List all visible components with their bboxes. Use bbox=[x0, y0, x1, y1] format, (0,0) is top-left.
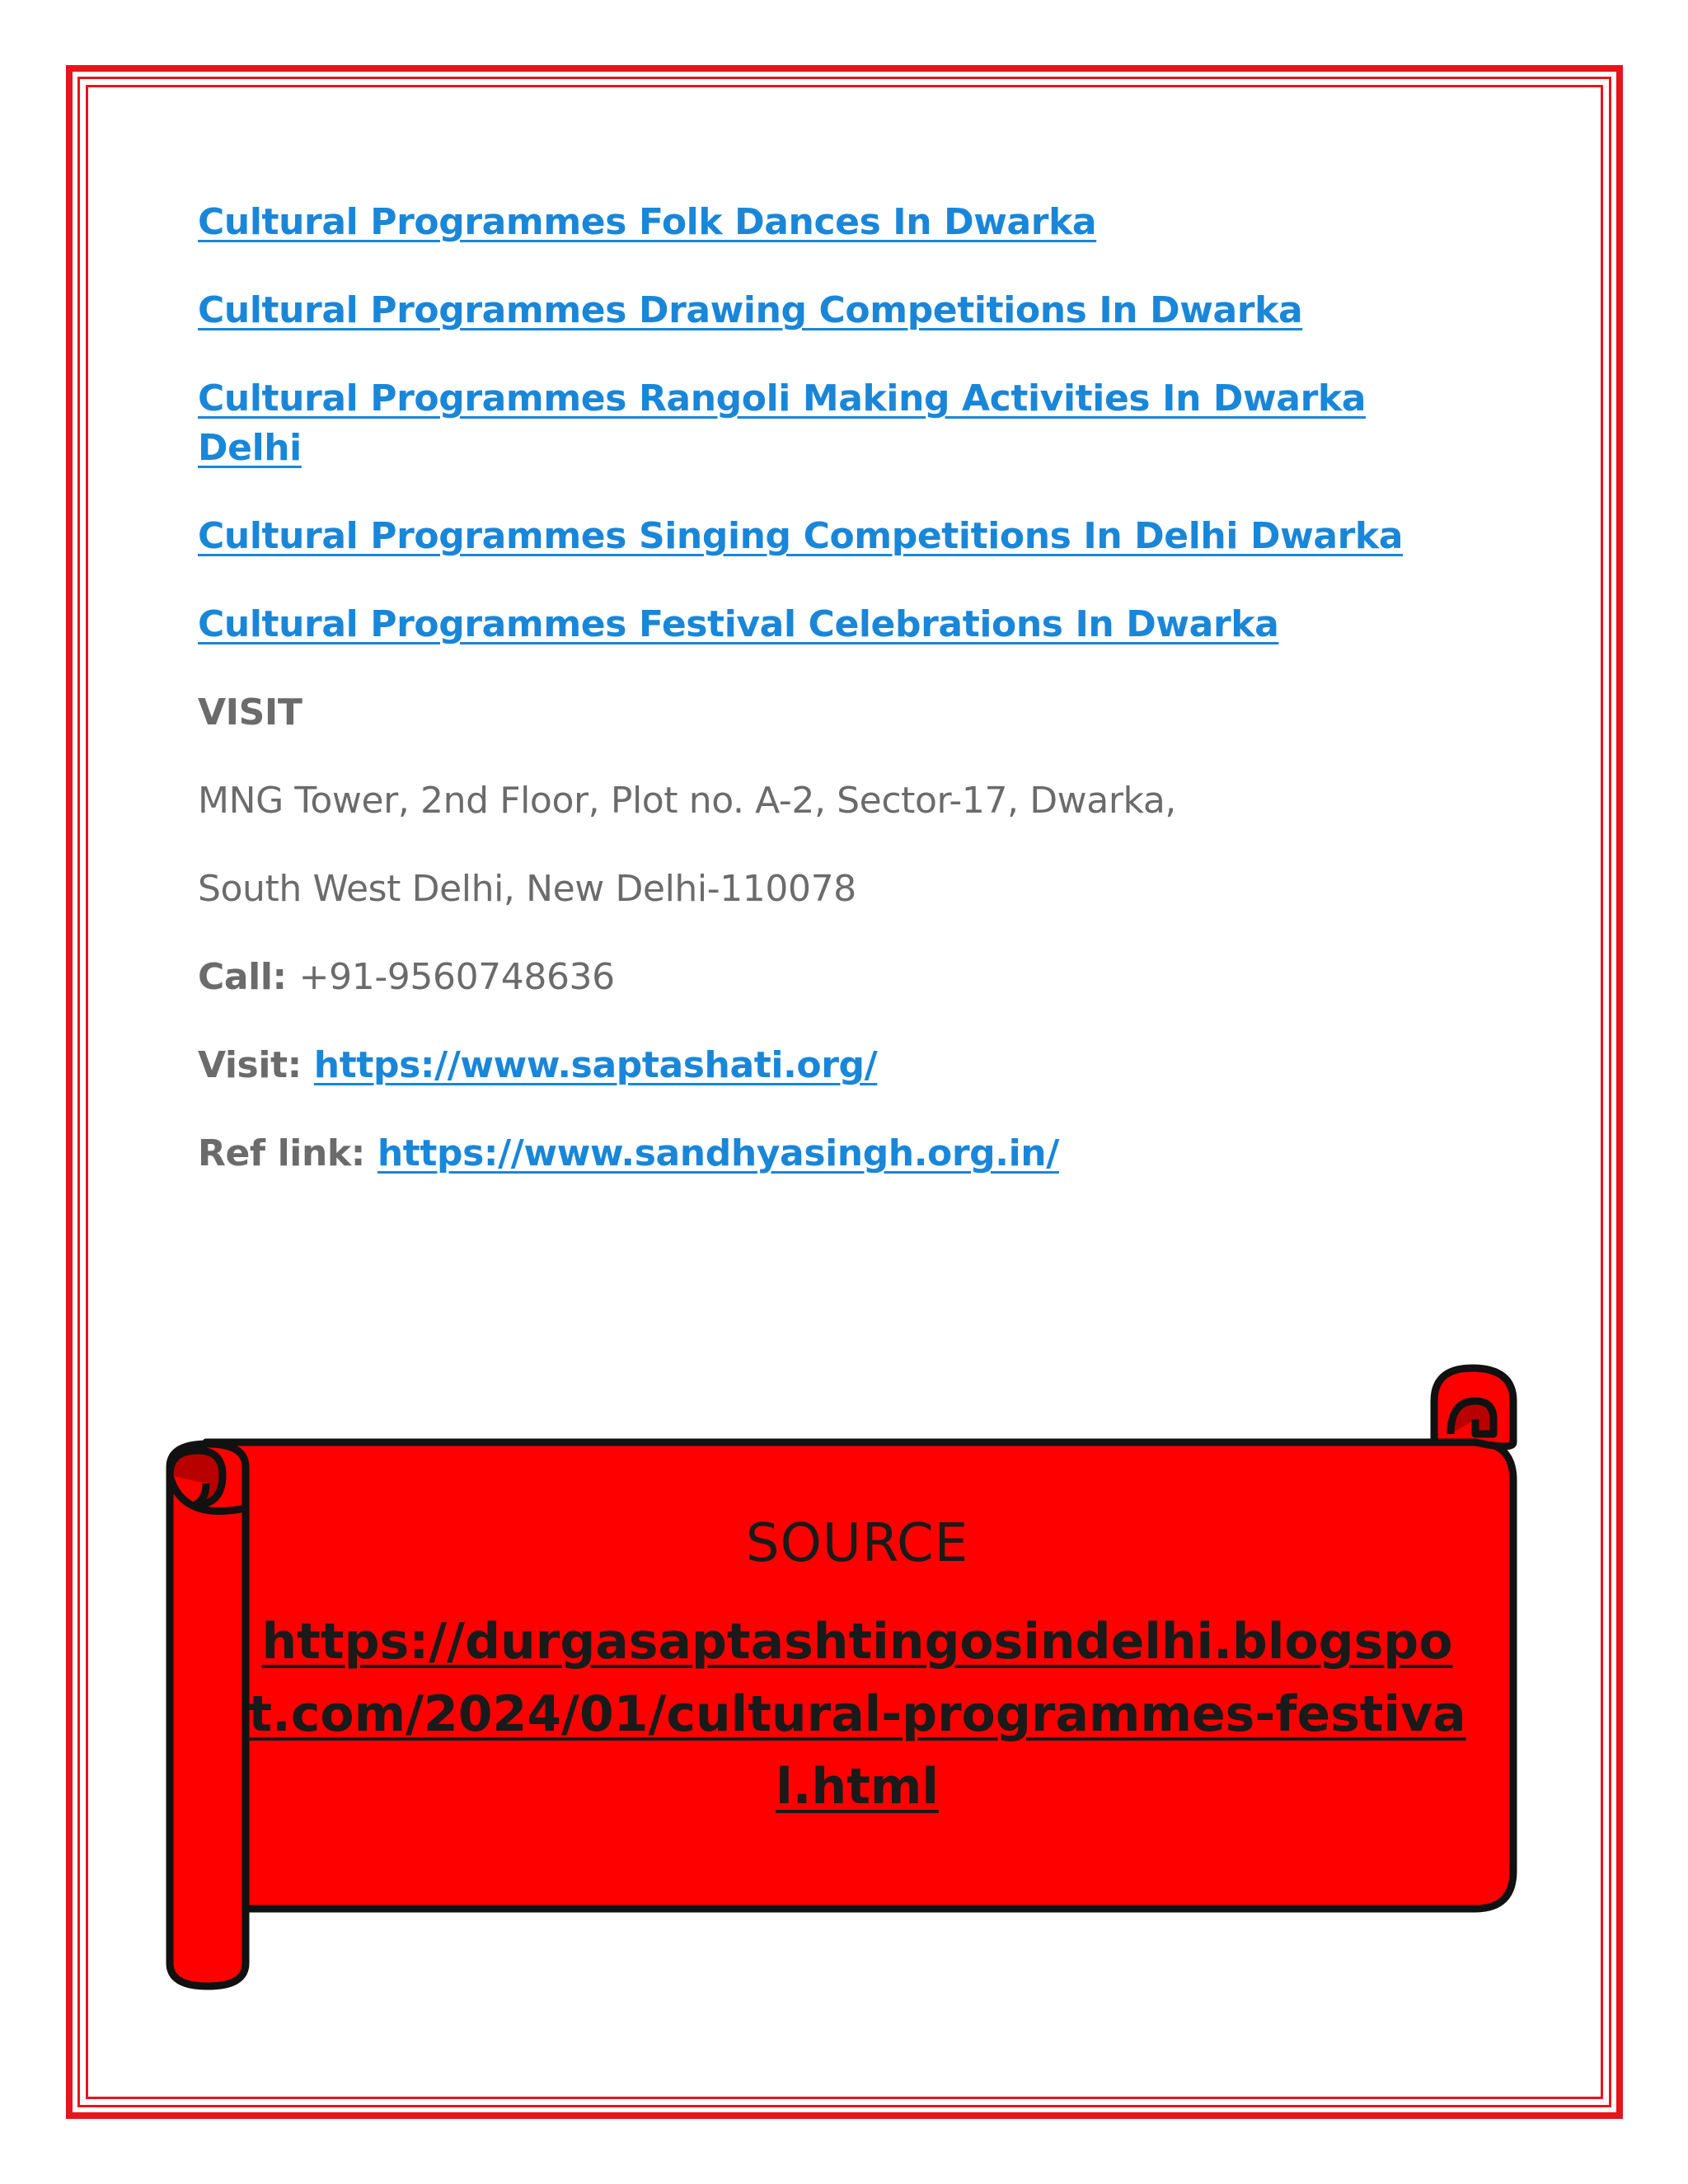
link-drawing-competitions[interactable]: Cultural Programmes Drawing Competitions In Dwarka bbox=[198, 289, 1303, 331]
source-title: SOURCE bbox=[745, 1513, 969, 1574]
link-singing-competitions[interactable]: Cultural Programmes Singing Competitions In Delhi Dwarka bbox=[198, 515, 1404, 557]
visit-url-link[interactable]: https://www.saptashati.org/ bbox=[313, 1044, 878, 1086]
ref-label: Ref link: bbox=[198, 1132, 365, 1174]
ref-url-link[interactable]: https://www.sandhyasingh.org.in/ bbox=[377, 1132, 1059, 1174]
link-festival-celebrations[interactable]: Cultural Programmes Festival Celebrations In Dwarka bbox=[198, 603, 1279, 645]
source-url-link[interactable]: https://durgasaptashtingosindelhi.blogspot.com/2024/01/cultural-programmes-festival.html bbox=[248, 1613, 1466, 1816]
visit-label: Visit: bbox=[198, 1044, 302, 1086]
visit-heading: VISIT bbox=[198, 691, 302, 733]
link-folk-dances[interactable]: Cultural Programmes Folk Dances In Dwarka bbox=[198, 201, 1097, 243]
call-number: +91-9560748636 bbox=[298, 956, 615, 998]
link-rangoli-making-cont[interactable]: Delhi bbox=[198, 427, 302, 469]
call-label: Call: bbox=[198, 956, 287, 998]
link-rangoli-making[interactable]: Cultural Programmes Rangoli Making Activities In Dwarka bbox=[198, 377, 1367, 419]
address-line-2: South West Delhi, New Delhi-110078 bbox=[198, 868, 856, 910]
address-line-1: MNG Tower, 2nd Floor, Plot no. A-2, Sector-17, Dwarka, bbox=[198, 780, 1176, 822]
